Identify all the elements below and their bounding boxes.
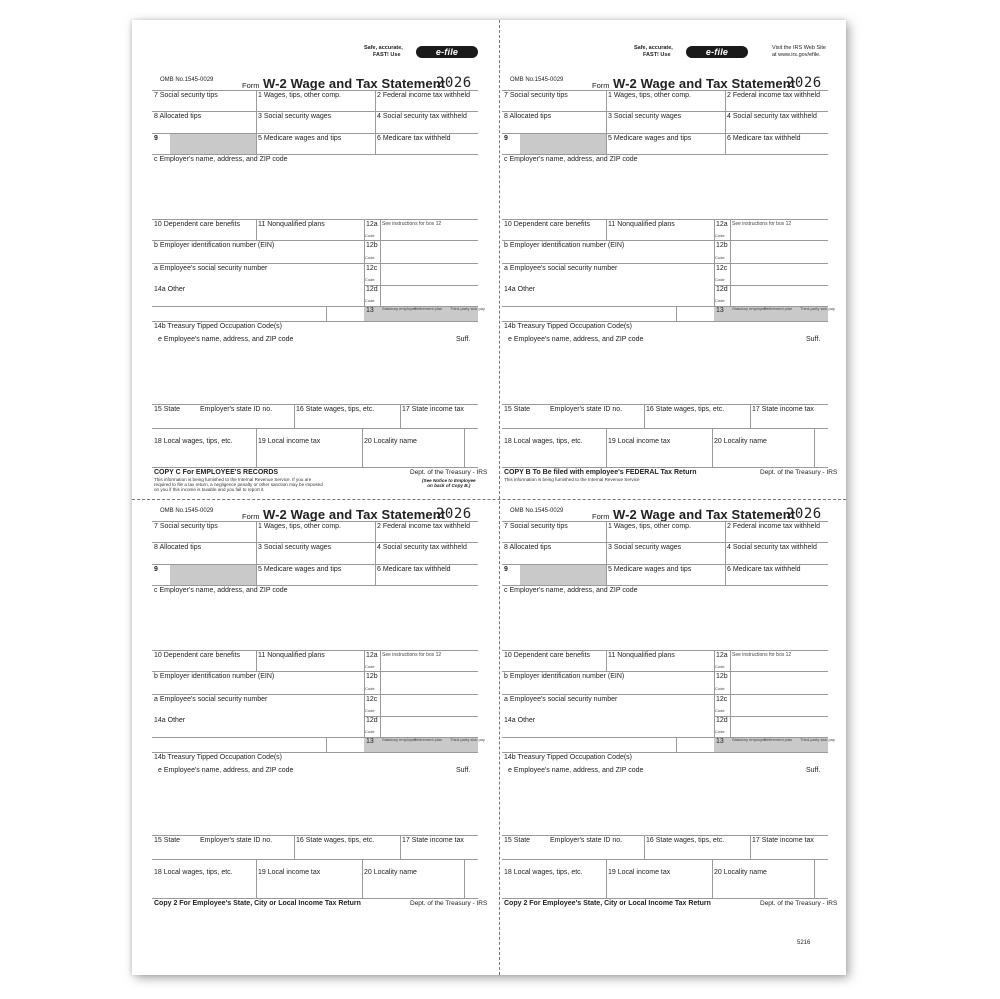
box-12a-label: 12a (716, 221, 728, 228)
box-4-label: 4 Social security tax withheld (377, 113, 467, 120)
box-1-label: 1 Wages, tips, other comp. (608, 92, 691, 99)
box-5-label: 5 Medicare wages and tips (608, 566, 692, 573)
box-a-label: a Employee's social security number (504, 696, 618, 703)
box-14b-label: 14b Treasury Tipped Occupation Code(s) (504, 323, 633, 330)
tax-year: 2026 (436, 75, 472, 91)
box-1-label: 1 Wages, tips, other comp. (258, 523, 341, 530)
box-14a-label: 14a Other (154, 286, 186, 293)
dept-treasury-label: Dept. of the Treasury - IRS (410, 469, 488, 476)
omb-number: OMB No.1545-0029 (510, 508, 564, 514)
box-a-label: a Employee's social security number (154, 696, 268, 703)
statutory-employee-label: Statutory employee (382, 737, 417, 742)
copy-title: COPY B To Be filed with employee's FEDERAL Tax Return (504, 469, 697, 476)
box-10-label: 10 Dependent care benefits (154, 221, 241, 228)
box-12d-code-label: Code (715, 729, 725, 734)
third-party-sick-pay-label: Third-party sick pay (450, 737, 485, 742)
notice-right-line: on back of Copy B.) (427, 483, 471, 488)
box-15-label: 15 State (154, 837, 181, 844)
box-9-label: 9 (504, 566, 508, 573)
box-13-label: 13 (716, 307, 724, 314)
box-4-label: 4 Social security tax withheld (727, 113, 817, 120)
box-9-shaded (520, 565, 606, 585)
box-8-label: 8 Allocated tips (154, 113, 202, 120)
box-12b-label: 12b (366, 242, 378, 249)
form-label: Form (592, 81, 610, 90)
box-9-label: 9 (504, 135, 508, 142)
box-12b-label: 12b (366, 673, 378, 680)
box-9-shaded (520, 134, 606, 154)
box-12a-code-label: Code (365, 664, 375, 669)
copy-title: Copy 2 For Employee's State, City or Local Income Tax Return (154, 900, 361, 907)
box-12b-label: 12b (716, 673, 728, 680)
tax-year: 2026 (786, 506, 822, 522)
irs-website-line2: at www.irs.gov/efile. (772, 52, 821, 58)
box-18-label: 18 Local wages, tips, etc. (504, 869, 583, 876)
w2-form-sheet (132, 20, 846, 975)
box-19-label: 19 Local income tax (258, 438, 321, 445)
box-15-label: 15 State (154, 406, 181, 413)
box-12c-code-label: Code (715, 277, 725, 282)
notice-line: on you if this income is taxable and you fail to report it. (154, 487, 265, 492)
box-19-label: 19 Local income tax (608, 869, 671, 876)
box-7-label: 7 Social security tips (504, 523, 568, 530)
box-a-label: a Employee's social security number (154, 265, 268, 272)
w2-copy-c (132, 20, 488, 492)
efile-tagline-line2: FAST! Use (373, 52, 401, 58)
box-12a-note: See instructions for box 12 (732, 652, 792, 658)
box-18-label: 18 Local wages, tips, etc. (504, 438, 583, 445)
sheet-number: 5216 (797, 940, 811, 946)
box-e-label: e Employee's name, address, and ZIP code (508, 767, 644, 774)
box-12a-code-label: Code (715, 664, 725, 669)
box-e-label: e Employee's name, address, and ZIP code (158, 767, 294, 774)
box-2-label: 2 Federal income tax withheld (377, 92, 470, 99)
box-12b-label: 12b (716, 242, 728, 249)
box-10-label: 10 Dependent care benefits (504, 221, 591, 228)
box-12c-code-label: Code (715, 708, 725, 713)
box-14a-label: 14a Other (504, 717, 536, 724)
statutory-employee-label: Statutory employee (732, 737, 767, 742)
w2-copy-b (482, 20, 838, 482)
box-3-label: 3 Social security wages (608, 113, 682, 120)
dept-treasury-label: Dept. of the Treasury - IRS (760, 469, 838, 476)
box-6-label: 6 Medicare tax withheld (377, 566, 451, 573)
box-c-label: c Employer's name, address, and ZIP code (504, 156, 638, 163)
tax-year: 2026 (786, 75, 822, 91)
box-c-label: c Employer's name, address, and ZIP code (154, 587, 288, 594)
retirement-plan-label: Retirement plan (414, 306, 443, 311)
box-3-label: 3 Social security wages (258, 544, 332, 551)
box-1-label: 1 Wages, tips, other comp. (258, 92, 341, 99)
efile-tagline-line1: Safe, accurate, (634, 45, 673, 51)
box-9-shaded (170, 565, 256, 585)
form-title: W-2 Wage and Tax Statement (263, 76, 446, 91)
box-12c-code-label: Code (365, 277, 375, 282)
notice-line: required to file a tax return, a negligence penalty or other sanction may be imposed (154, 482, 323, 487)
box-12d-label: 12d (716, 717, 728, 724)
notice-line: This information is being furnished to the Internal Revenue Service (504, 477, 640, 482)
box-12b-code-label: Code (715, 686, 725, 691)
box-12a-code-label: Code (365, 233, 375, 238)
third-party-sick-pay-label: Third-party sick pay (800, 737, 835, 742)
box-20-label: 20 Locality name (714, 869, 767, 876)
box-17-label: 17 State income tax (402, 406, 464, 413)
box-3-label: 3 Social security wages (608, 544, 682, 551)
box-b-label: b Employer identification number (EIN) (154, 242, 275, 249)
box-5-label: 5 Medicare wages and tips (258, 566, 342, 573)
form-title: W-2 Wage and Tax Statement (263, 507, 446, 522)
box-12c-label: 12c (716, 696, 728, 703)
form-label: Form (592, 512, 610, 521)
statutory-employee-label: Statutory employee (382, 306, 417, 311)
box-10-label: 10 Dependent care benefits (504, 652, 591, 659)
box-12b-code-label: Code (365, 686, 375, 691)
box-20-label: 20 Locality name (714, 438, 767, 445)
box-5-label: 5 Medicare wages and tips (258, 135, 342, 142)
box-8-label: 8 Allocated tips (154, 544, 202, 551)
w2-copy-2-right (482, 451, 838, 911)
box-b-label: b Employer identification number (EIN) (504, 242, 625, 249)
notice-right-line: (See Notice to Employee (422, 478, 476, 483)
box-7-label: 7 Social security tips (154, 92, 218, 99)
box-2-label: 2 Federal income tax withheld (727, 523, 820, 530)
box-17-label: 17 State income tax (752, 406, 814, 413)
efile-tagline-line2: FAST! Use (643, 52, 671, 58)
box-12d-code-label: Code (365, 298, 375, 303)
retirement-plan-label: Retirement plan (414, 737, 443, 742)
box-6-label: 6 Medicare tax withheld (377, 135, 451, 142)
suffix-label: Suff. (806, 767, 821, 774)
box-12b-code-label: Code (365, 255, 375, 260)
box-12a-note: See instructions for box 12 (382, 652, 442, 658)
form-label: Form (242, 512, 260, 521)
box-20-label: 20 Locality name (364, 869, 417, 876)
form-label: Form (242, 81, 260, 90)
box-12a-code-label: Code (715, 233, 725, 238)
suffix-label: Suff. (806, 336, 821, 343)
box-12c-label: 12c (366, 265, 378, 272)
box-14b-label: 14b Treasury Tipped Occupation Code(s) (154, 754, 283, 761)
box-13-label: 13 (366, 738, 374, 745)
box-b-label: b Employer identification number (EIN) (154, 673, 275, 680)
box-12c-label: 12c (716, 265, 728, 272)
box-e-label: e Employee's name, address, and ZIP code (158, 336, 294, 343)
box-10-label: 10 Dependent care benefits (154, 652, 241, 659)
box-7-label: 7 Social security tips (504, 92, 568, 99)
box-c-label: c Employer's name, address, and ZIP code (154, 156, 288, 163)
box-12c-code-label: Code (365, 708, 375, 713)
box-12d-code-label: Code (365, 729, 375, 734)
box-6-label: 6 Medicare tax withheld (727, 566, 801, 573)
box-11-label: 11 Nonqualified plans (258, 221, 325, 228)
box-8-label: 8 Allocated tips (504, 544, 552, 551)
box-4-label: 4 Social security tax withheld (727, 544, 817, 551)
box-e-label: e Employee's name, address, and ZIP code (508, 336, 644, 343)
box-4-label: 4 Social security tax withheld (377, 544, 467, 551)
box-12a-note: See instructions for box 12 (732, 221, 792, 227)
box-12b-code-label: Code (715, 255, 725, 260)
efile-logo: e-file (416, 46, 478, 58)
box-12a-label: 12a (366, 221, 378, 228)
box-13-label: 13 (366, 307, 374, 314)
box-7-label: 7 Social security tips (154, 523, 218, 530)
box-16-label: 16 State wages, tips, etc. (646, 837, 725, 844)
box-15-label: 15 State (504, 837, 531, 844)
box-15-state-id-label: Employer's state ID no. (200, 837, 273, 844)
box-14a-label: 14a Other (504, 286, 536, 293)
box-12a-label: 12a (716, 652, 728, 659)
box-16-label: 16 State wages, tips, etc. (296, 406, 375, 413)
box-6-label: 6 Medicare tax withheld (727, 135, 801, 142)
omb-number: OMB No.1545-0029 (160, 508, 214, 514)
box-9-label: 9 (154, 135, 158, 142)
irs-website-line1: Visit the IRS Web Site (772, 45, 826, 51)
suffix-label: Suff. (456, 336, 471, 343)
box-15-state-id-label: Employer's state ID no. (550, 837, 623, 844)
box-12d-label: 12d (716, 286, 728, 293)
box-2-label: 2 Federal income tax withheld (727, 92, 820, 99)
dept-treasury-label: Dept. of the Treasury - IRS (410, 900, 488, 907)
box-9-label: 9 (154, 566, 158, 573)
tax-year: 2026 (436, 506, 472, 522)
box-1-label: 1 Wages, tips, other comp. (608, 523, 691, 530)
box-a-label: a Employee's social security number (504, 265, 618, 272)
box-18-label: 18 Local wages, tips, etc. (154, 869, 233, 876)
box-15-label: 15 State (504, 406, 531, 413)
box-11-label: 11 Nonqualified plans (258, 652, 325, 659)
dept-treasury-label: Dept. of the Treasury - IRS (760, 900, 838, 907)
box-12d-label: 12d (366, 286, 378, 293)
box-17-label: 17 State income tax (402, 837, 464, 844)
box-15-state-id-label: Employer's state ID no. (550, 406, 623, 413)
box-12d-label: 12d (366, 717, 378, 724)
box-17-label: 17 State income tax (752, 837, 814, 844)
third-party-sick-pay-label: Third-party sick pay (450, 306, 485, 311)
box-12a-note: See instructions for box 12 (382, 221, 442, 227)
box-12d-code-label: Code (715, 298, 725, 303)
efile-logo: e-file (686, 46, 748, 58)
retirement-plan-label: Retirement plan (764, 306, 793, 311)
copy-title: Copy 2 For Employee's State, City or Local Income Tax Return (504, 900, 711, 907)
form-title: W-2 Wage and Tax Statement (613, 507, 796, 522)
box-14b-label: 14b Treasury Tipped Occupation Code(s) (504, 754, 633, 761)
box-2-label: 2 Federal income tax withheld (377, 523, 470, 530)
omb-number: OMB No.1545-0029 (160, 77, 214, 83)
box-12a-label: 12a (366, 652, 378, 659)
omb-number: OMB No.1545-0029 (510, 77, 564, 83)
box-20-label: 20 Locality name (364, 438, 417, 445)
box-11-label: 11 Nonqualified plans (608, 221, 675, 228)
box-19-label: 19 Local income tax (608, 438, 671, 445)
box-5-label: 5 Medicare wages and tips (608, 135, 692, 142)
third-party-sick-pay-label: Third-party sick pay (800, 306, 835, 311)
form-title: W-2 Wage and Tax Statement (613, 76, 796, 91)
box-13-label: 13 (716, 738, 724, 745)
box-11-label: 11 Nonqualified plans (608, 652, 675, 659)
notice-line: This information is being furnished to the Internal Revenue Service. If you are (154, 477, 312, 482)
copy-title: COPY C For EMPLOYEE'S RECORDS (154, 469, 279, 476)
suffix-label: Suff. (456, 767, 471, 774)
box-8-label: 8 Allocated tips (504, 113, 552, 120)
box-14a-label: 14a Other (154, 717, 186, 724)
box-12c-label: 12c (366, 696, 378, 703)
box-16-label: 16 State wages, tips, etc. (646, 406, 725, 413)
box-19-label: 19 Local income tax (258, 869, 321, 876)
box-16-label: 16 State wages, tips, etc. (296, 837, 375, 844)
w2-copy-2-left (132, 451, 488, 911)
retirement-plan-label: Retirement plan (764, 737, 793, 742)
box-18-label: 18 Local wages, tips, etc. (154, 438, 233, 445)
box-15-state-id-label: Employer's state ID no. (200, 406, 273, 413)
box-14b-label: 14b Treasury Tipped Occupation Code(s) (154, 323, 283, 330)
efile-tagline-line1: Safe, accurate, (364, 45, 403, 51)
statutory-employee-label: Statutory employee (732, 306, 767, 311)
box-3-label: 3 Social security wages (258, 113, 332, 120)
box-c-label: c Employer's name, address, and ZIP code (504, 587, 638, 594)
box-9-shaded (170, 134, 256, 154)
box-b-label: b Employer identification number (EIN) (504, 673, 625, 680)
